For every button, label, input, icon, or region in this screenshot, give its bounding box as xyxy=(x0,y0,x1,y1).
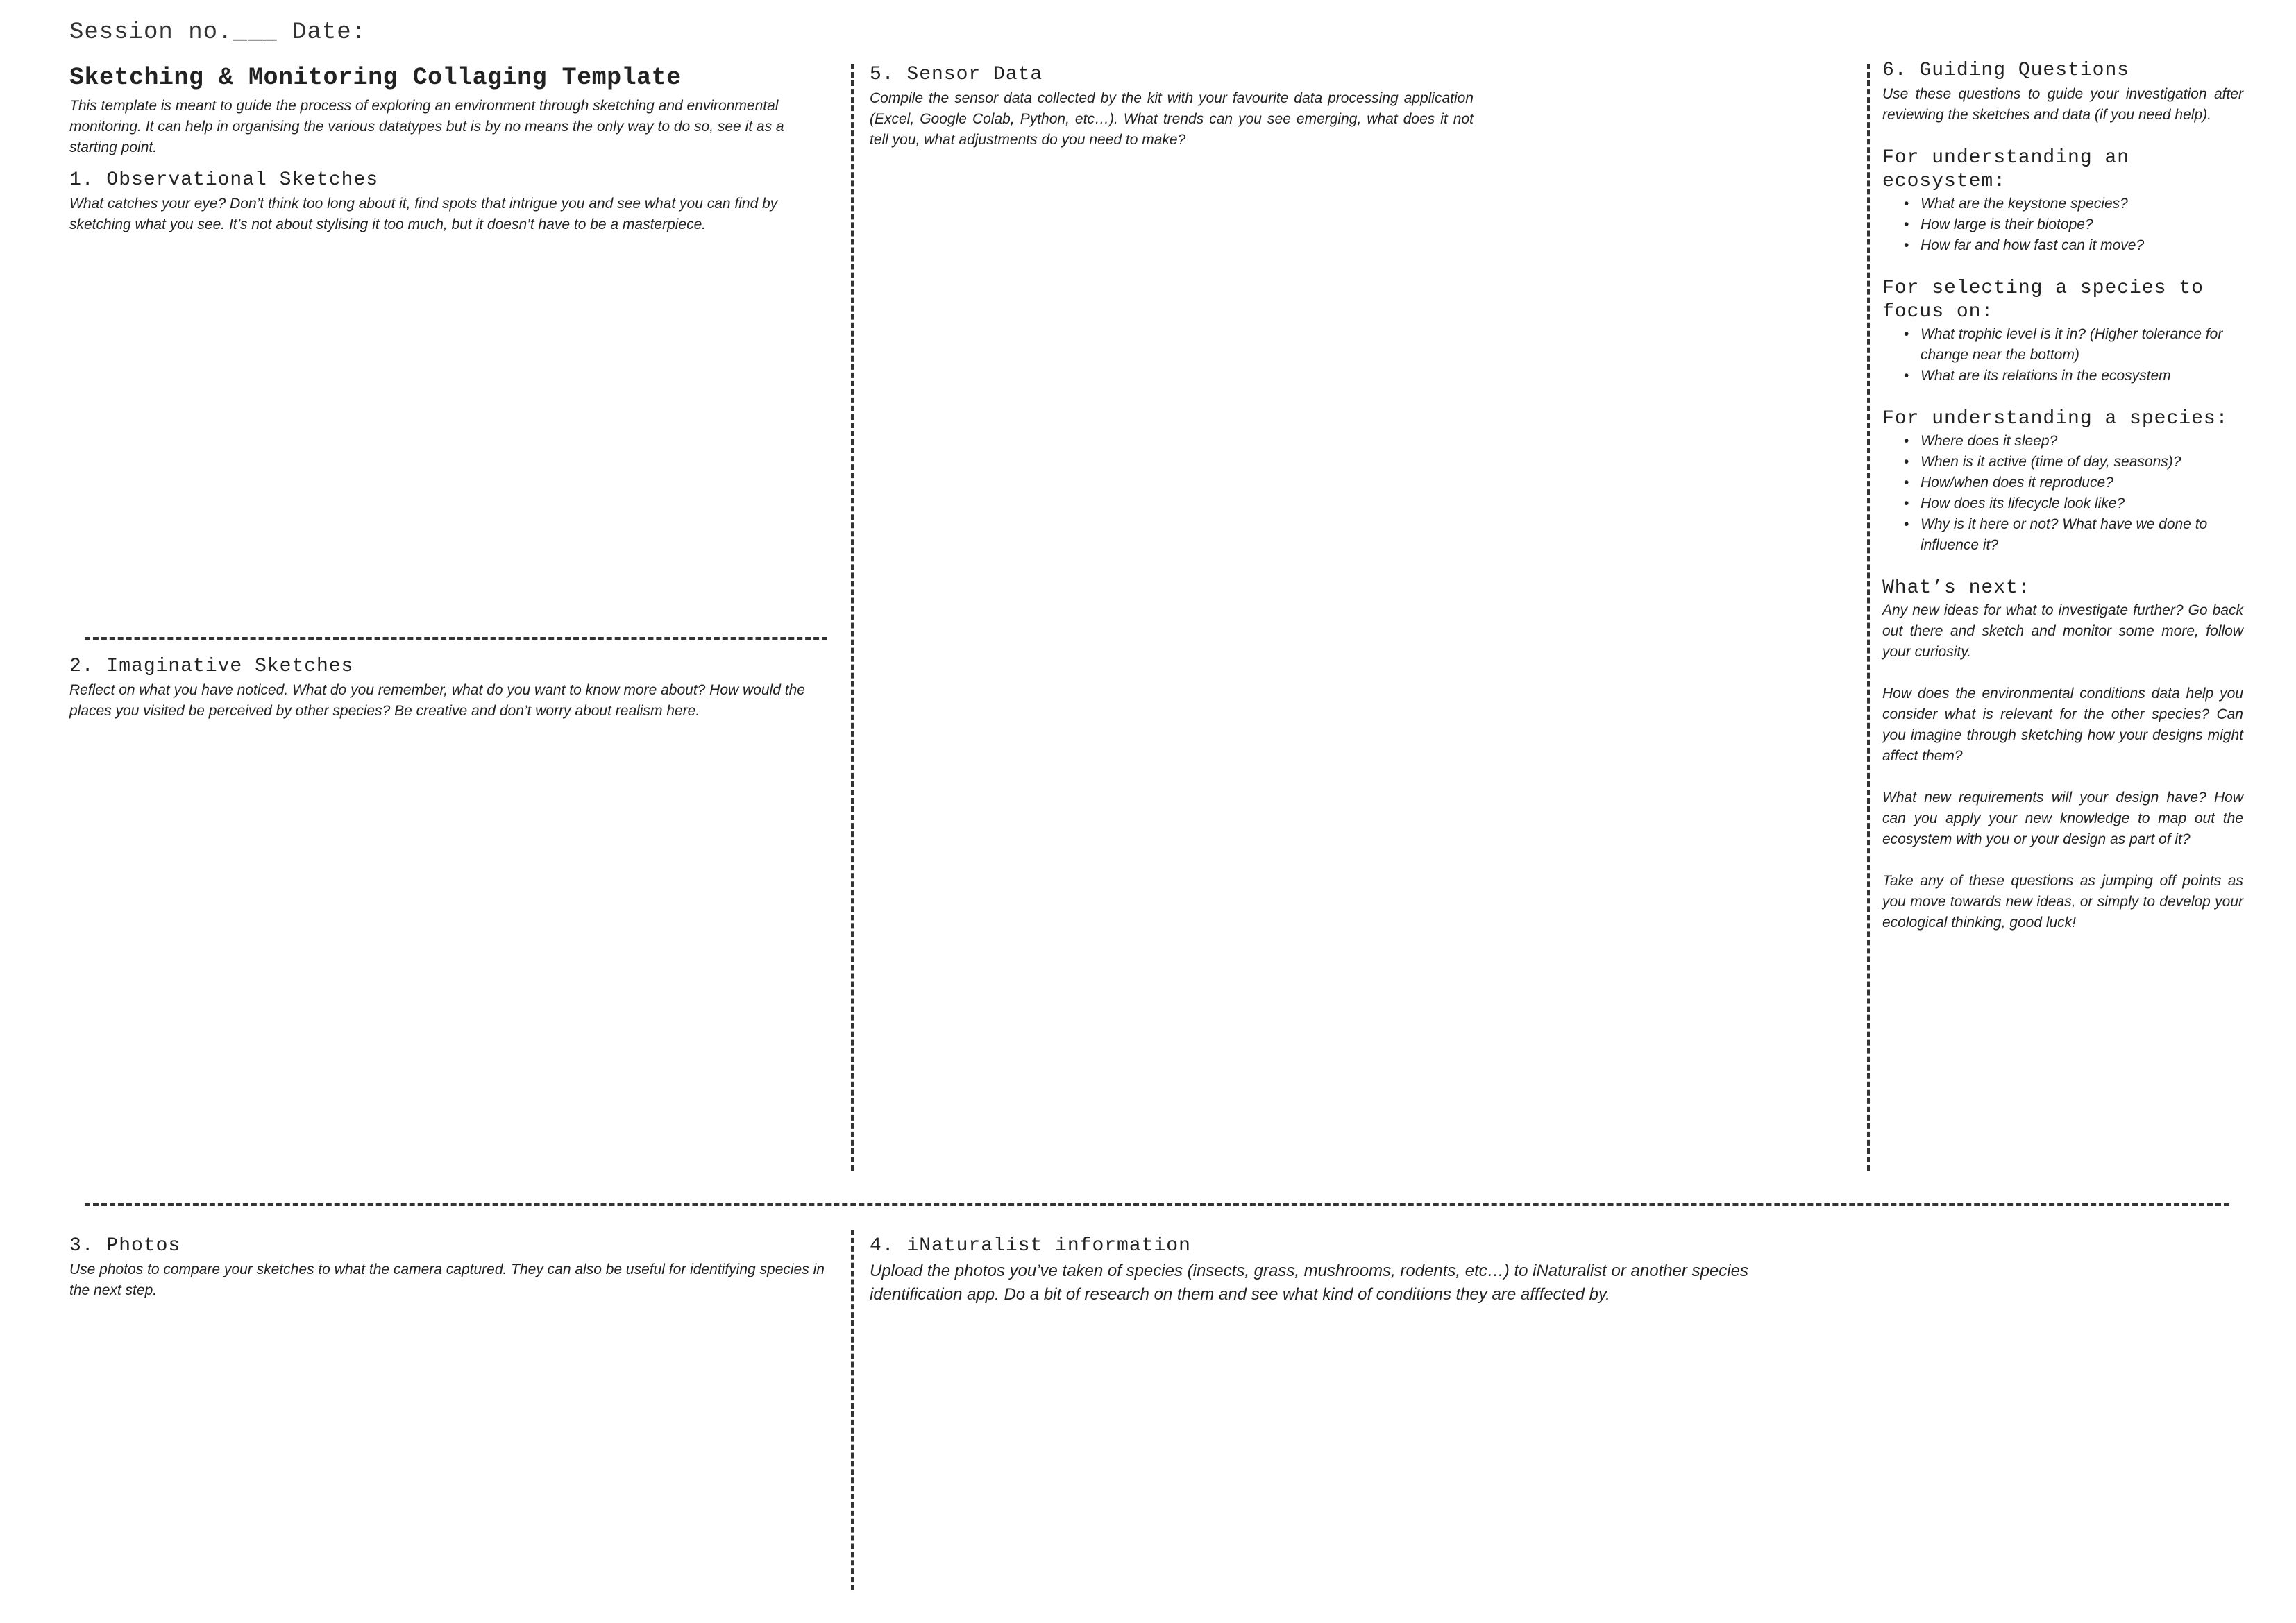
question-item: • When is it active (time of day, seasons)? xyxy=(1921,452,2243,473)
imaginative-sketches-title: 2. Imaginative Sketches xyxy=(69,656,354,677)
question-item: • What are its relations in the ecosystem xyxy=(1921,366,2243,386)
session-date-line: Session no.___ Date: xyxy=(69,19,367,46)
bullet-icon: • xyxy=(1904,433,1909,449)
observational-sketches-title: 1. Observational Sketches xyxy=(69,169,379,191)
question-group-understand-species xyxy=(1882,407,2243,556)
bullet-icon: • xyxy=(1904,368,1909,384)
whats-next-paragraph: What new requirements will your design have? How can you apply your new knowledge to map out the ecosystem with you or your design as part of it? xyxy=(1882,790,2243,847)
question-group-heading: For understanding an ecosystem: xyxy=(1882,147,2130,192)
divider-column-1-2 xyxy=(851,64,854,1171)
question-item: • How large is their biotope? xyxy=(1921,214,2243,235)
inaturalist-title: 4. iNaturalist information xyxy=(870,1235,1191,1257)
imaginative-sketches-desc: Reflect on what you have noticed. What do you remember, what do you want to know more about? How would the places you visited be perceived by other species? Be creative and don’t worry about realism here. xyxy=(69,682,805,719)
photos-panel xyxy=(69,1235,826,1301)
question-group-ecosystem xyxy=(1882,146,2243,256)
sensor-data-panel xyxy=(870,64,1474,151)
bullet-icon: • xyxy=(1904,516,1909,532)
inaturalist-desc: Upload the photos you’ve taken of species (insects, grass, mushrooms, rodents, etc…) to iNaturalist or another species identification app. Do a bit of research on them and see what kind of conditions they are afffected by. xyxy=(870,1261,1748,1304)
whats-next-paragraph: Take any of these questions as jumping off points as you move towards new ideas, or simply to develop your ecological thinking, good luck! xyxy=(1882,873,2243,931)
photos-title: 3. Photos xyxy=(69,1235,181,1257)
guiding-questions-title: 6. Guiding Questions xyxy=(1882,60,2130,81)
whats-next-heading: What’s next: xyxy=(1882,577,2031,599)
question-group-heading: For selecting a species to focus on: xyxy=(1882,278,2204,323)
template-intro: This template is meant to guide the process of exploring an environment through sketching and environmental monitoring. It can help in organising the various datatypes but is by no means the only way to do so, see it as a starting point. xyxy=(69,98,784,155)
divider-sections-1-2 xyxy=(85,637,827,640)
divider-bottom-columns xyxy=(851,1230,854,1590)
question-item: • What are the keystone species? xyxy=(1921,194,2243,214)
bullet-icon: • xyxy=(1904,454,1909,470)
whats-next-paragraph: Any new ideas for what to investigate further? Go back out there and sketch and monitor some more, follow your curiosity. xyxy=(1882,602,2243,660)
bullet-icon: • xyxy=(1904,237,1909,253)
sensor-data-title: 5. Sensor Data xyxy=(870,64,1043,85)
question-group-select-species xyxy=(1882,277,2243,386)
bullet-icon: • xyxy=(1904,196,1909,212)
inaturalist-panel xyxy=(870,1235,1800,1307)
question-item: • What trophic level is it in? (Higher tolerance for change near the bottom) xyxy=(1921,324,2243,366)
observational-panel xyxy=(69,64,826,235)
photos-desc: Use photos to compare your sketches to what the camera captured. They can also be useful for identifying species in the next step. xyxy=(69,1261,825,1298)
sensor-data-desc: Compile the sensor data collected by the kit with your favourite data processing application (Excel, Google Colab, Python, etc…). What trends can you see emerging, what does it not tell you, what adjustments do you need to make? xyxy=(870,90,1474,148)
question-item: • Where does it sleep? xyxy=(1921,431,2243,452)
divider-column-2-3 xyxy=(1867,64,1870,1171)
observational-sketches-desc: What catches your eye? Don’t think too long about it, find spots that intrigue you and see what you can find by sketching what you see. It’s not about stylising it too much, but it doesn’t have to be a masterpiece. xyxy=(69,196,778,232)
question-item: • How/when does it reproduce? xyxy=(1921,473,2243,493)
question-item: • How does its lifecycle look like? xyxy=(1921,493,2243,514)
guiding-questions-panel xyxy=(1882,60,2243,954)
imaginative-panel xyxy=(69,656,826,722)
bullet-icon: • xyxy=(1904,216,1909,232)
bullet-icon: • xyxy=(1904,495,1909,511)
divider-top-bottom xyxy=(85,1203,2229,1206)
whats-next-paragraph: How does the environmental conditions data help you consider what is relevant for the other species? Can you imagine through sketching how your designs might affect them? xyxy=(1882,686,2243,764)
bullet-icon: • xyxy=(1904,326,1909,342)
whats-next xyxy=(1882,577,2243,933)
bullet-icon: • xyxy=(1904,475,1909,491)
guiding-questions-desc: Use these questions to guide your investigation after reviewing the sketches and data (if you need help). xyxy=(1882,86,2243,123)
question-item: • How far and how fast can it move? xyxy=(1921,235,2243,256)
page-title: Sketching & Monitoring Collaging Template xyxy=(69,64,682,92)
question-item: • Why is it here or not? What have we done to influence it? xyxy=(1921,514,2243,556)
question-group-heading: For understanding a species: xyxy=(1882,408,2229,430)
